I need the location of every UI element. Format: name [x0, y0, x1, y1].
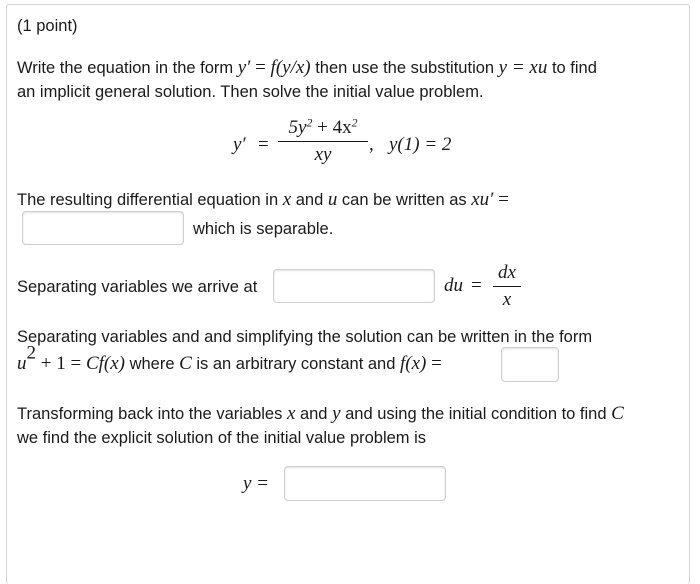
q4-y: y: [332, 403, 341, 424]
equation-denominator: xy: [314, 144, 332, 166]
q4-and: and: [295, 405, 333, 423]
fraction-bar: [278, 141, 368, 142]
answer-input-fx[interactable]: [501, 347, 559, 382]
intro-line-1: [17, 57, 597, 79]
q1-lhs: xu′: [471, 189, 494, 210]
q1-var-u: u: [327, 189, 338, 210]
q3-line-2: [17, 342, 442, 375]
q2-eq: =: [471, 275, 482, 296]
q3-plus-one: + 1 =: [36, 353, 86, 374]
q1-text-a: The resulting differential equation in: [17, 191, 283, 209]
intro-text-b: then use the substitution: [310, 59, 499, 77]
dx-fraction-bar: [493, 286, 521, 287]
initial-condition: y(1) = 2: [389, 134, 452, 155]
equation-fraction: [278, 117, 368, 166]
answer-input-y-solution[interactable]: [284, 466, 446, 501]
q4-c: C: [611, 403, 624, 424]
q3-fx: f(x): [399, 353, 427, 374]
num-exp-2: 2: [351, 116, 358, 130]
q3-eq: =: [426, 353, 442, 374]
q3-line-1: Separating variables and and simplifying the solution can be written in the form: [17, 328, 593, 346]
equation-eq: =: [258, 134, 269, 155]
form-lhs: y′: [237, 57, 251, 78]
q3-exp: 2: [26, 342, 36, 364]
equation-numerator: [278, 117, 368, 139]
q4-text-a: Transforming back into the variables: [17, 405, 287, 423]
substitution: y = xu: [498, 57, 548, 78]
q4-text-b: and using the initial condition to find: [340, 405, 612, 423]
q4-lhs: y =: [243, 473, 270, 494]
form-eq: =: [250, 57, 271, 78]
q3-u: u: [17, 353, 27, 374]
dx-over-x-fraction: [493, 262, 521, 311]
q4-x: x: [286, 403, 296, 424]
q2-text: Separating variables we arrive at: [17, 278, 258, 296]
x-denominator: x: [502, 289, 512, 311]
answer-input-xu-prime[interactable]: [22, 211, 184, 245]
dx-numerator: dx: [498, 262, 516, 283]
q1-var-x: x: [282, 189, 292, 210]
q4-line-1: [17, 403, 624, 425]
intro-line-2: an implicit general solution. Then solve the initial value problem.: [17, 83, 484, 101]
q1-after: which is separable.: [193, 220, 334, 238]
q3-text-a: where: [124, 355, 180, 373]
intro-text-a: Write the equation in the form: [17, 59, 238, 77]
q1-and: and: [291, 191, 328, 209]
num-term-2: + 4x: [312, 117, 352, 138]
equation-lhs: y′: [233, 134, 246, 155]
q4-line-2: we find the explicit solution of the initial value problem is: [17, 429, 427, 447]
q2-du: du: [444, 275, 463, 296]
q3-cf: Cf(x): [85, 353, 125, 374]
q1-text-b: can be written as: [337, 191, 472, 209]
q1-line: [17, 189, 509, 211]
q3-c: C: [179, 353, 192, 374]
num-exp-1: 2: [306, 116, 313, 130]
q3-text-b: is an arbitrary constant and: [191, 355, 400, 373]
points-label: (1 point): [17, 17, 78, 35]
answer-input-separated[interactable]: [273, 269, 435, 303]
num-term-1: 5y: [288, 117, 307, 138]
equation-comma: ,: [369, 134, 374, 155]
intro-text-c: to find: [547, 59, 597, 77]
q1-eq: =: [493, 189, 509, 210]
form-rhs: f(y/x): [270, 57, 311, 78]
